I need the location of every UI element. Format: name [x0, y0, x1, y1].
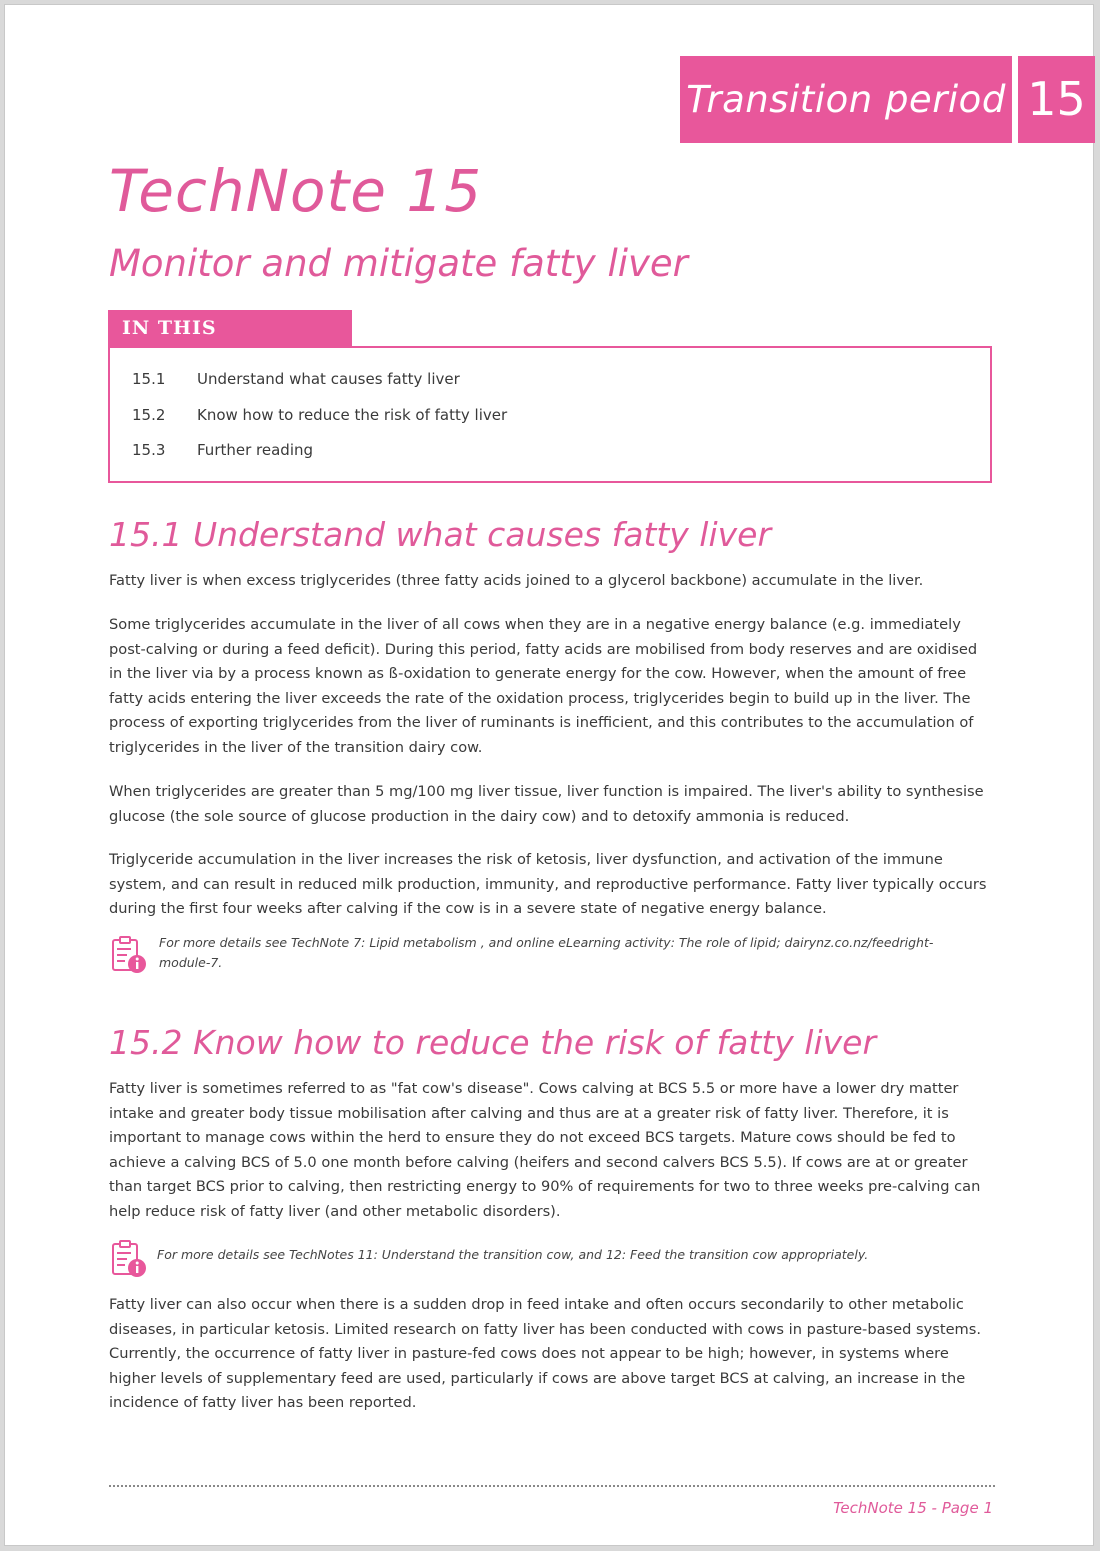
toc-item-number: 15.3 [132, 441, 166, 459]
note-text: For more details see TechNote 7: Lipid metabolism , and online eLearning activity: The role of lipid; dairynz.co.nz/feedright-module-7. [159, 935, 934, 970]
paragraph: Fatty liver can also occur when there is a sudden drop in feed intake and often occurs secondarily to other metabolic diseases, in particular ketosis. Limited research on fatty liver has been conducted with cows in pasture-based systems. Currently, the occurrence of fatty liver in pasture-fed cows does not appear to be high; however, in systems where higher levels of supplementary feed are used, particularly if cows are above target BCS at calving, an increase in the incidence of fatty liver has been reported. [109, 1296, 982, 1412]
page-subtitle: Monitor and mitigate fatty liver [109, 242, 688, 285]
info-document-icon [107, 1239, 149, 1279]
page-title: TechNote 15 [109, 157, 483, 225]
toc-item-number: 15.1 [132, 370, 166, 388]
toc-item[interactable] [132, 370, 460, 388]
toc-heading: IN THIS TECHNOTE [108, 310, 352, 346]
paragraph: Fatty liver is when excess triglycerides (three fatty acids joined to a glycerol backbone) accumulate in the liver. [109, 572, 924, 589]
paragraph: Triglyceride accumulation in the liver increases the risk of ketosis, liver dysfunction, and activation of the immune system, and can result in reduced milk production, immunity, and reproductive performance. Fatty liver typically occurs during the first four weeks after calving if the cow is in a severe state of negative energy balance. [109, 851, 987, 918]
paragraph: When triglycerides are greater than 5 mg/100 mg liver tissue, liver function is impaired. The liver's ability to synthesise glucose (the sole source of glucose production in the dairy cow) and to detoxify ammonia is reduced. [109, 783, 984, 825]
paragraph: Some triglycerides accumulate in the liver of all cows when they are in a negative energy balance (e.g. immediately post-calving or during a feed deficit). During this period, fatty acids are mobilised from body reserves and are oxidised in the liver via by a process known as ß-oxidation to generate energy for the cow. However, when the amount of free fatty acids entering the liver exceeds the rate of the oxidation process, triglycerides begin to build up in the liver. The process of exporting triglycerides from the liver of ruminants is inefficient, and this contributes to the accumulation of triglycerides in the liver of the transition dairy cow. [109, 616, 978, 756]
footer-divider [109, 1485, 995, 1487]
page-footer: TechNote 15 - Page 1 [833, 1499, 993, 1517]
section-1-heading: 15.1 Understand what causes fatty liver [109, 515, 772, 554]
toc-item-number: 15.2 [132, 406, 166, 424]
toc-item-label: Understand what causes fatty liver [197, 370, 460, 388]
section-2-heading: 15.2 Know how to reduce the risk of fatty liver [109, 1023, 877, 1062]
toc-item[interactable] [132, 406, 507, 424]
toc-item-label: Further reading [197, 441, 314, 459]
info-document-icon [107, 935, 149, 975]
section-label-tab: Transition period [680, 56, 1012, 143]
toc-box [108, 346, 992, 483]
section-number-tab: 15 [1018, 56, 1095, 143]
document-page [4, 4, 1094, 1546]
toc-item[interactable] [132, 441, 313, 459]
note-text: For more details see TechNotes 11: Understand the transition cow, and 12: Feed the transition cow appropriately. [157, 1247, 869, 1262]
paragraph: Fatty liver is sometimes referred to as "fat cow's disease". Cows calving at BCS 5.5 or more have a lower dry matter intake and greater body tissue mobilisation after calving and thus are at a greater risk of fatty liver. Therefore, it is important to manage cows within the herd to ensure they do not exceed BCS targets. Mature cows should be fed to achieve a calving BCS of 5.0 one month before calving (heifers and second calvers BCS 5.5). If cows are at or greater than target BCS prior to calving, then restricting energy to 90% of requirements for two to three weeks pre-calving can help reduce risk of fatty liver (and other metabolic disorders). [109, 1080, 981, 1220]
toc-item-label: Know how to reduce the risk of fatty liver [197, 406, 508, 424]
